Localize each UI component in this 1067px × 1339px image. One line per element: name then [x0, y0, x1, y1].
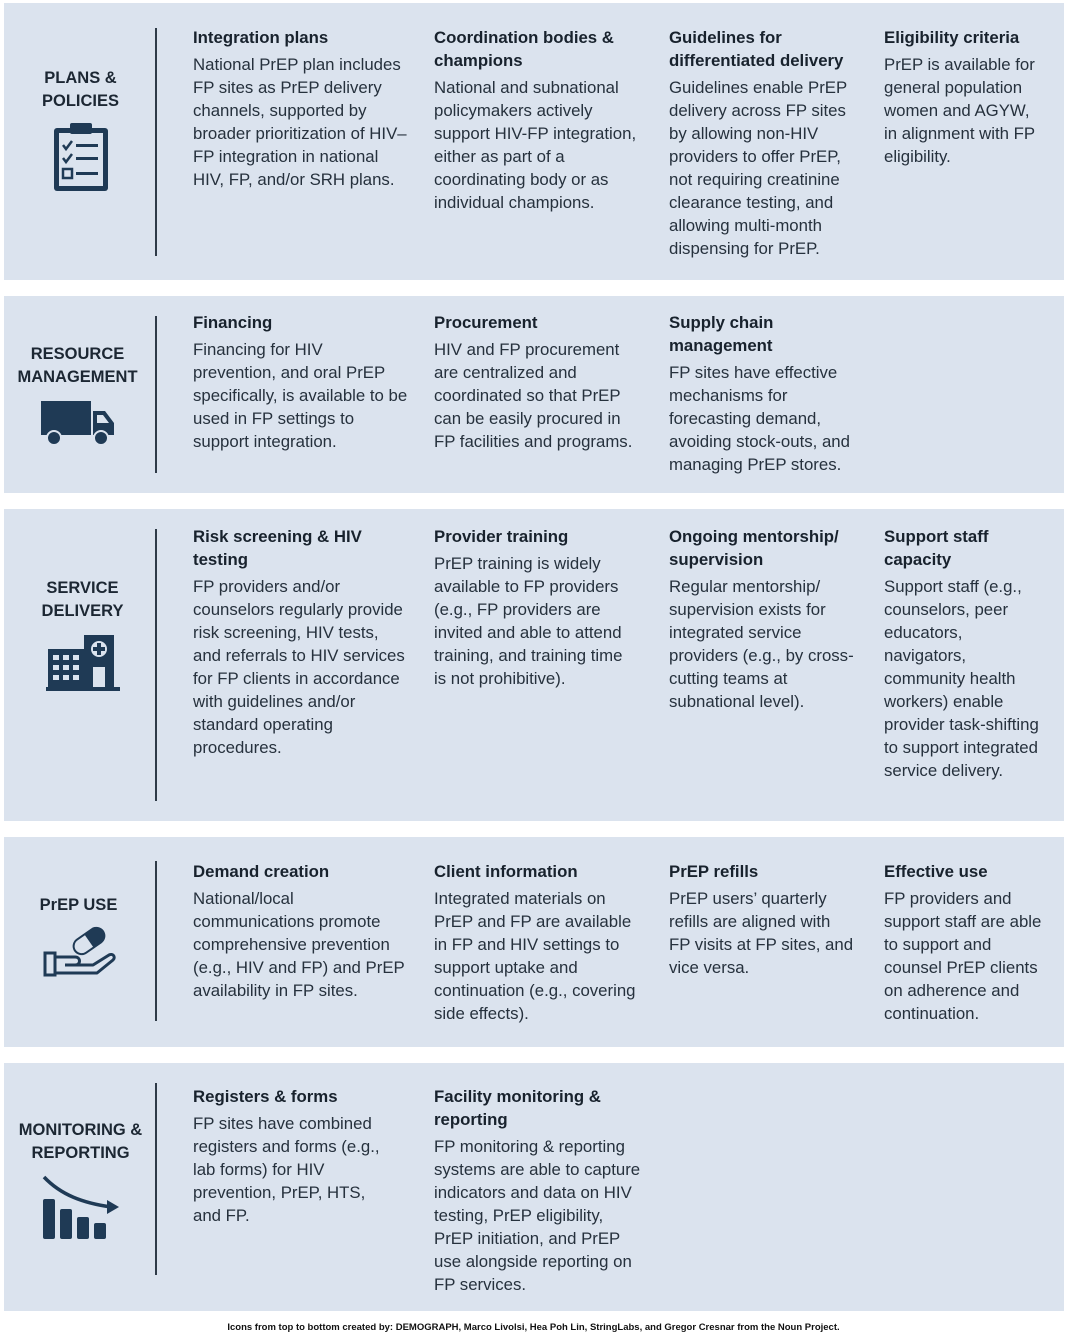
cell-effective-use: [884, 860, 1044, 1025]
hand-pill-icon: [41, 925, 117, 981]
cell-eligibility-criteria: [884, 26, 1044, 168]
cell-title: Guidelines for differentiated delivery: [669, 28, 844, 70]
category-label: SERVICE DELIVERY: [41, 579, 124, 620]
cell-text: Integrated materials on PrEP and FP are available in FP and HIV settings to support uptake and continuation (e.g., covering side effects).: [434, 889, 636, 1023]
cell-title: Integration plans: [193, 28, 329, 47]
cell-procurement: [434, 311, 644, 453]
category-service-delivery: [10, 577, 155, 691]
cell-text: PrEP is available for general population women and AGYW, in alignment with FP eligibility.: [884, 55, 1035, 166]
cell-mentorship: [669, 525, 861, 713]
declining-bar-chart-icon: [41, 1173, 121, 1241]
divider: [155, 316, 157, 473]
cell-facility-monitoring: [434, 1085, 644, 1296]
category-label: MONITORING & REPORTING: [18, 1121, 143, 1162]
cell-text: Support staff (e.g., counselors, peer educators, navigators, community health workers) enable provider task-shifting to support integrated service delivery.: [884, 577, 1039, 780]
cell-text: FP providers and/or counselors regularly provide risk screening, HIV tests, and referrals to HIV services for FP clients in accordance with guidelines and/or standard operating procedures.: [193, 577, 405, 757]
cell-text: FP sites have effective mechanisms for forecasting demand, avoiding stock-outs, and managing PrEP stores.: [669, 363, 850, 474]
cell-text: PrEP training is widely available to FP providers (e.g., FP providers are invited and able to attend training, and training time is not prohibitive).: [434, 554, 623, 688]
cell-title: Financing: [193, 313, 273, 332]
icon-credits-footer: Icons from top to bottom created by: DEMOGRAPH, Marco Livolsi, Hea Poh Lin, StringLabs, and Gregor Cresnar from the Noun Project.: [227, 1322, 840, 1333]
category-plans-policies: [8, 67, 153, 193]
category-label: PrEP USE: [39, 896, 118, 914]
cell-title: Facility monitoring & reporting: [434, 1087, 601, 1129]
cell-support-staff: [884, 525, 1044, 782]
cell-provider-training: [434, 525, 639, 690]
category-prep-use: [6, 894, 151, 981]
divider: [155, 529, 157, 801]
hospital-building-icon: [46, 631, 120, 691]
cell-title: Ongoing mentorship/ supervision: [669, 527, 839, 569]
divider: [155, 28, 157, 256]
cell-registers-forms: [193, 1085, 393, 1227]
cell-text: National and subnational policymakers actively support HIV-FP integration, either as part of a coordinating body or as individual champions.: [434, 78, 637, 212]
cell-title: Demand creation: [193, 862, 330, 881]
cell-text: PrEP users’ quarterly refills are aligned with FP visits at FP sites, and vice versa.: [669, 889, 854, 977]
cell-title: Supply chain management: [669, 313, 774, 355]
cell-title: Registers & forms: [193, 1087, 338, 1106]
cell-title: Risk screening & HIV testing: [193, 527, 362, 569]
divider: [155, 1083, 157, 1275]
cell-text: FP sites have combined registers and forms (e.g., lab forms) for HIV prevention, PrEP, HTS, and FP.: [193, 1114, 380, 1225]
category-label: PLANS & POLICIES: [41, 69, 119, 110]
cell-prep-refills: [669, 860, 854, 979]
cell-text: Guidelines enable PrEP delivery across FP sites by allowing non-HIV providers to offer PrEP, not requiring creatinine clearance testing, and allowing multi-month dispensing for PrEP.: [669, 78, 847, 258]
cell-integration-plans: [193, 26, 408, 191]
cell-text: HIV and FP procurement are centralized and coordinated so that PrEP can be easily procured in FP facilities and programs.: [434, 340, 633, 451]
cell-title: Coordination bodies & champions: [434, 28, 614, 70]
cell-coordination-bodies: [434, 26, 639, 214]
cell-title: Support staff capacity: [884, 527, 989, 569]
category-label: RESOURCE MANAGEMENT: [17, 345, 138, 386]
clipboard-checklist-icon: [51, 121, 111, 193]
category-resource-management: [5, 343, 150, 447]
cell-text: National/local communications promote comprehensive prevention (e.g., HIV and FP) and PrEP availability in FP sites.: [193, 889, 405, 1000]
cell-guidelines: [669, 26, 857, 260]
cell-financing: [193, 311, 408, 453]
cell-client-information: [434, 860, 639, 1025]
cell-demand-creation: [193, 860, 408, 1002]
cell-risk-screening: [193, 525, 408, 759]
cell-title: Client information: [434, 862, 578, 881]
divider: [155, 861, 157, 1021]
cell-title: PrEP refills: [669, 862, 759, 881]
cell-title: Provider training: [434, 527, 569, 546]
cell-text: Financing for HIV prevention, and oral PrEP specifically, is available to be used in FP settings to support integration.: [193, 340, 408, 451]
cell-text: FP monitoring & reporting systems are able to capture indicators and data on HIV testing, PrEP eligibility, PrEP initiation, and PrEP use alongside reporting on FP services.: [434, 1137, 641, 1294]
cell-supply-chain: [669, 311, 861, 476]
cell-text: National PrEP plan includes FP sites as PrEP delivery channels, supported by broader prioritization of HIV–FP integration in national HIV, FP, and/or SRH plans.: [193, 55, 407, 189]
delivery-truck-icon: [39, 397, 117, 447]
cell-text: Regular mentorship/ supervision exists for integrated service providers (e.g., by cross-cutting teams at subnational level).: [669, 577, 854, 711]
cell-text: FP providers and support staff are able to support and counsel PrEP clients on adherence and continuation.: [884, 889, 1042, 1023]
cell-title: Procurement: [434, 313, 538, 332]
category-monitoring-reporting: [8, 1119, 153, 1241]
cell-title: Effective use: [884, 862, 988, 881]
cell-title: Eligibility criteria: [884, 28, 1020, 47]
